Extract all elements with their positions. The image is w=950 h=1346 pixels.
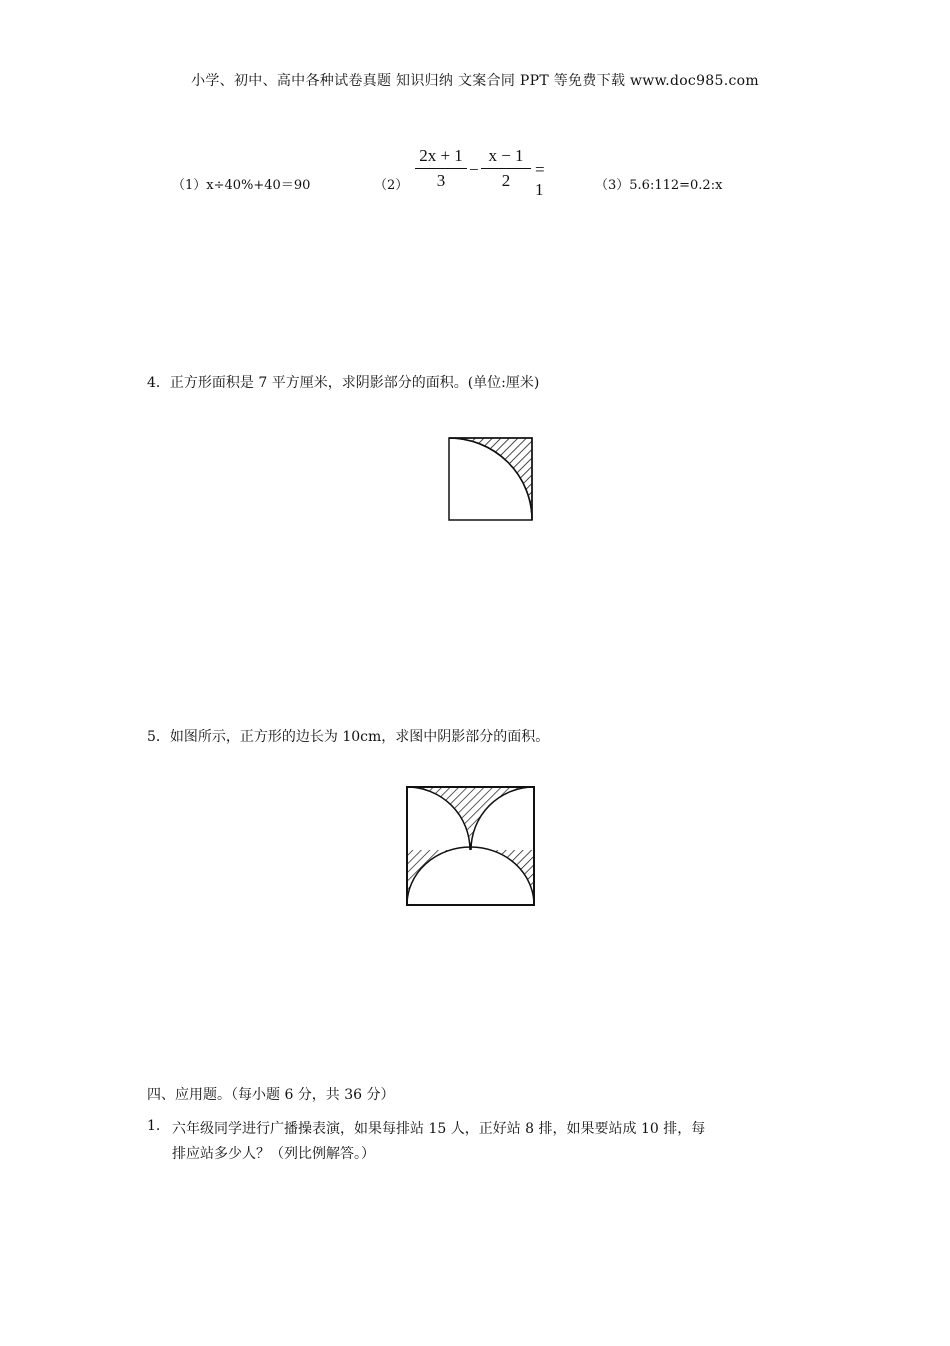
- equation-2-rhs: = 1: [535, 160, 545, 199]
- equation-2: [415, 146, 555, 198]
- shaded-region: [449, 438, 532, 520]
- question-4-text: 4．正方形面积是 7 平方厘米，求阴影部分的面积。(单位:厘米): [147, 375, 540, 391]
- fraction-2-denominator: 2: [501, 171, 511, 190]
- problem-1-line2: 排应站多少人？（列比例解答。）: [172, 1146, 375, 1162]
- question-5-figure: [403, 783, 539, 909]
- section-title: 四、应用题。（每小题 6 分，共 36 分）: [147, 1087, 395, 1103]
- fraction-2: [481, 146, 531, 191]
- minus-sign: −: [469, 160, 479, 179]
- fraction-1-denominator: 3: [436, 171, 446, 190]
- equation-3: （3）5.6:112=0.2:x: [595, 178, 723, 193]
- problem-1-number: 1.: [147, 1118, 161, 1134]
- page-header: 小学、初中、高中各种试卷真题 知识归纳 文案合同 PPT 等免费下载 www.doc985.com: [191, 73, 759, 89]
- question-5-text: 5．如图所示，正方形的边长为 10cm，求图中阴影部分的面积。: [147, 729, 550, 745]
- fraction-2-numerator: x − 1: [481, 146, 531, 169]
- equation-1: （1）x÷40%+40＝90: [172, 178, 311, 193]
- fraction-1: [415, 146, 467, 191]
- equation-2-label: （2）: [374, 178, 409, 193]
- question-4-figure: [445, 434, 537, 524]
- fraction-1-numerator: 2x + 1: [415, 146, 467, 169]
- problem-1-line1: 六年级同学进行广播操表演，如果每排站 15 人，正好站 8 排，如果要站成 10 排，每: [172, 1121, 706, 1137]
